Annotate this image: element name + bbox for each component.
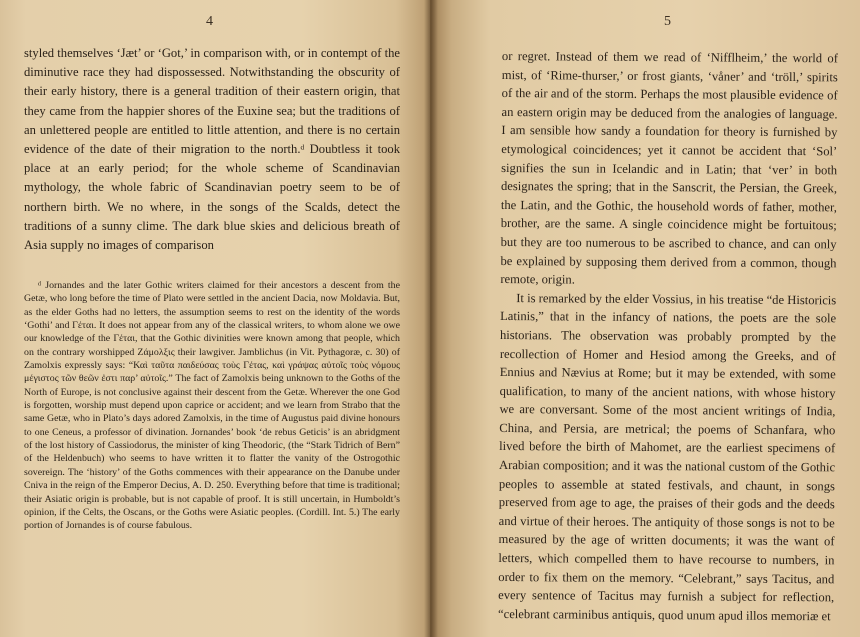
left-body-paragraph: styled themselves ‘Jæt’ or ‘Got,’ in comparison with, or in contempt of the diminutive race they had dispossessed. Notwithstanding the obscurity of their early history, there is a general tradition of their eastern origin, that they came from the happier shores of the Euxine sea; but the traditions of an unlettered people are entitled to little attention, and there is no certain evidence of the date of their migration to the north.ᵈ Doubtless it took place at an early period; for the whole scheme of Scandinavian mythology, the whole fabric of Scandinavian poetry seem to be of northern birth. We no where, in the songs of the Scalds, detect the traditions of a sunny clime. The dark blue skies and delicious breath of Asia supply no images of comparison [24, 46, 400, 253]
page-number-left: 4 [206, 14, 213, 29]
footnote [24, 279, 400, 533]
footnote-text: ᵈ Jornandes and the later Gothic writers claimed for their ancestors a descent from the Getæ, who long before the time of Plato were settled in the ancient Dacia, now Moldavia. But, as the elder Goths had no letters, the assumption seems to rest on the identity of the words ‘Gothi’ and Γέται. It does not appear from any of the classical writers, to whom alone we owe our knowledge of the Γέται, that the Gothic divinities were known among that people, which on the contrary worshipped Ζάμολξις their lawgiver. Jamblichus (in Vit. Pythagoræ, c. 30) of Zamolxis expressly says: “Καὶ ταῦτα παιδεύσας τοὺς Γέτας, καὶ γράψας αὐτοῖς τοὺς νόμους μέγιστος τῶν θεῶν ἐστι παρ’ αὐτοῖς.” The fact of Zamolxis being unknown to the Goths of the North of Europe, is not conclusive against their descent from the Getæ. Wherever the one God is forgotten, worship must depend upon caprice or accident; and we learn from Strabo that the same Getæ, who in Plato’s days adored Zamolxis, in the time of Augustus paid divine honours to one Ceneus, a professor of divination. Jornandes’ book ‘de rebus Geticis’ is an abridgment of the lost history of Cassiodorus, the minister of king Theodoric, (the “Stark Tidrich of Bern” of the Heldenbuch) who seems to have written it to flatter the vanity of the Ostrogothic sovereign. The ‘history’ of the Goths commences with their appearance on the Danube under Cniva in the reign of the Emperor Decius, A. D. 250. Everything before that time is traditional; their Asiatic origin is probable, but is not capable of proof. It is still uncertain, in Humboldt’s opinion, if the Celts, the Oscans, or the Goths were Asiatic peoples. (Cordill. Int. 5.) The early portion of Jornandes is of course fabulous. [24, 280, 400, 532]
page-number-right: 5 [664, 14, 671, 29]
left-page-body [24, 44, 400, 255]
right-paragraph-2: It is remarked by the elder Vossius, in his treatise “de Historicis Latinis,” that in the infancy of nations, the poets are the sole historians. The observation was probably prompted by the recollection of Homer and Hesiod among the Greeks, and of Ennius and Nævius at Rome; but it may be extended, with some qualification, to many of the ancient nations, with whose history we are conversant. Some of the most ancient writings of India, China, and Persia, are metrical; the poems of Schanfara, who lived before the birth of Mahomet, are the earliest specimens of Arabian composition; and it was the national custom of the Gothic peoples to assemble at stated festivals, and chaunt, in songs preserved from age to age, the praises of their gods and the deeds and virtue of their heroes. The antiquity of those songs is not to be measured by the age of written documents; it was the want of letters, which compelled them to have recourse to numbers, in order to fix them on the memory. “Celebrant,” says Tacitus, and every sentence of Tacitus may furnish a subject for reflection, “celebrant carminibus antiquis, quod unum apud illos memoriæ et [497, 290, 837, 624]
right-paragraph-1: or regret. Instead of them we read of ‘Nifflheim,’ the world of mist, of ‘Rime-thurser,’ or frost giants, ‘våner’ and ‘tröll,’ spirits of the air and of the storm. Perhaps the most plausible evidence of an eastern origin may be deduced from the analogies of language. I am sensible how sandy a foundation for theory is furnished by etymological coincidences; yet it cannot be accident that ‘Sol’ signifies the sun in Icelandic and in Latin; that ‘ver’ in both designates the spring; that in the Sanscrit, the Persian, the Greek, the Latin, and the Gothic, the household words of father, mother, brother, are the same. A single coincidence might be fortuitous; but they are too numerous to be ascribed to chance, and can only be explained by supposing them derived from a common, though remote, origin. [500, 48, 838, 287]
right-page-body [498, 47, 838, 626]
right-page [430, 0, 860, 637]
book-gutter [424, 0, 438, 637]
